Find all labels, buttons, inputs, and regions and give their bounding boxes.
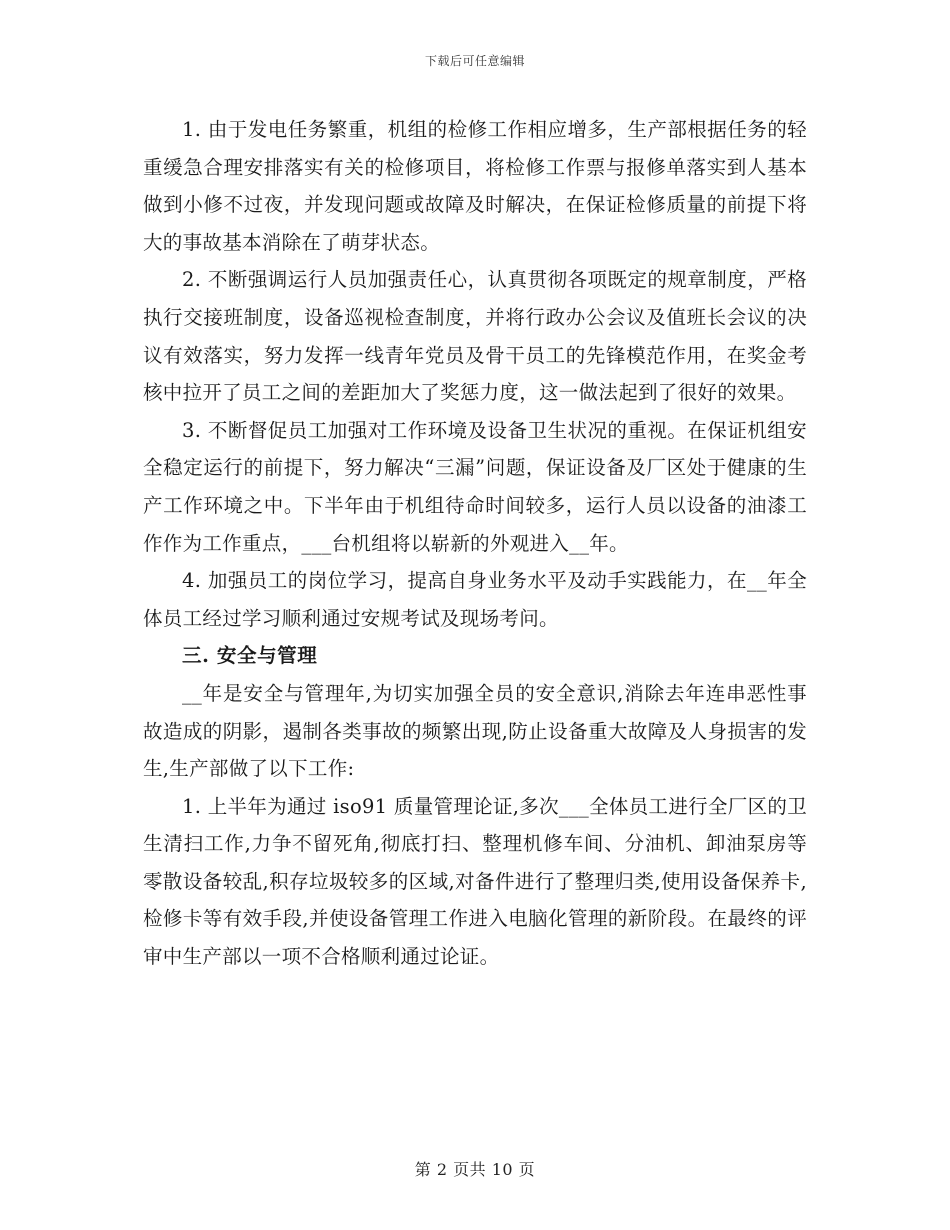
paragraph-item-3: 3. 不断督促员工加强对工作环境及设备卫生状况的重视。在保证机组安全稳定运行的前提下，努力解决“三漏”问题，保证设备及厂区处于健康的生产工作环境之中。下半年由于机组待命时间较多，运行人员以设备的油漆工作作为工作重点，___台机组将以崭新的外观进入__年。 [143,418,807,555]
paragraph-item-2: 2. 不断强调运行人员加强责任心，认真贯彻各项既定的规章制度，严格执行交接班制度，设备巡视检查制度，并将行政办公会议及值班长会议的决议有效落实，努力发挥一线青年党员及骨干员工的先锋模范作用，在奖金考核中拉开了员工之间的差距加大了奖惩力度，这一做法起到了很好的效果。 [143,268,807,405]
document-body [143,111,807,976]
paragraph-item-1: 1. 由于发电任务繁重，机组的检修工作相应增多，生产部根据任务的轻重缓急合理安排落实有关的检修项目，将检修工作票与报修单落实到人基本做到小修不过夜，并发现问题或故障及时解决，在保证检修质量的前提下将大的事故基本消除在了萌芽状态。 [143,118,807,254]
page-header: 下载后可任意编辑 [424,54,525,68]
paragraph-item-4: 4. 加强员工的岗位学习，提高自身业务水平及动手实践能力，在__年全体员工经过学习顺利通过安规考试及现场考问。 [143,569,807,630]
section-intro-paragraph: __年是安全与管理年,为切实加强全员的安全意识,消除去年连串恶性事故造成的阴影，遏制各类事故的频繁出现,防止设备重大故障及人身损害的发生,生产部做了以下工作: [143,681,807,781]
section-paragraph-item-1: 1. 上半年为通过 iso91 质量管理论证,多次___全体员工进行全厂区的卫生清扫工作,力争不留死角,彻底打扫、整理机修车间、分油机、卸油泵房等零散设备较乱,积存垃圾较多的区域,对备件进行了整理归类,使用设备保养卡,检修卡等有效手段,并使设备管理工作进入电脑化管理的新阶段。在最终的评审中生产部以一项不合格顺利通过论证。 [143,794,807,969]
section-heading: 三. 安全与管理 [182,644,318,668]
page-footer: 第 2 页共 10 页 [414,1160,536,1179]
